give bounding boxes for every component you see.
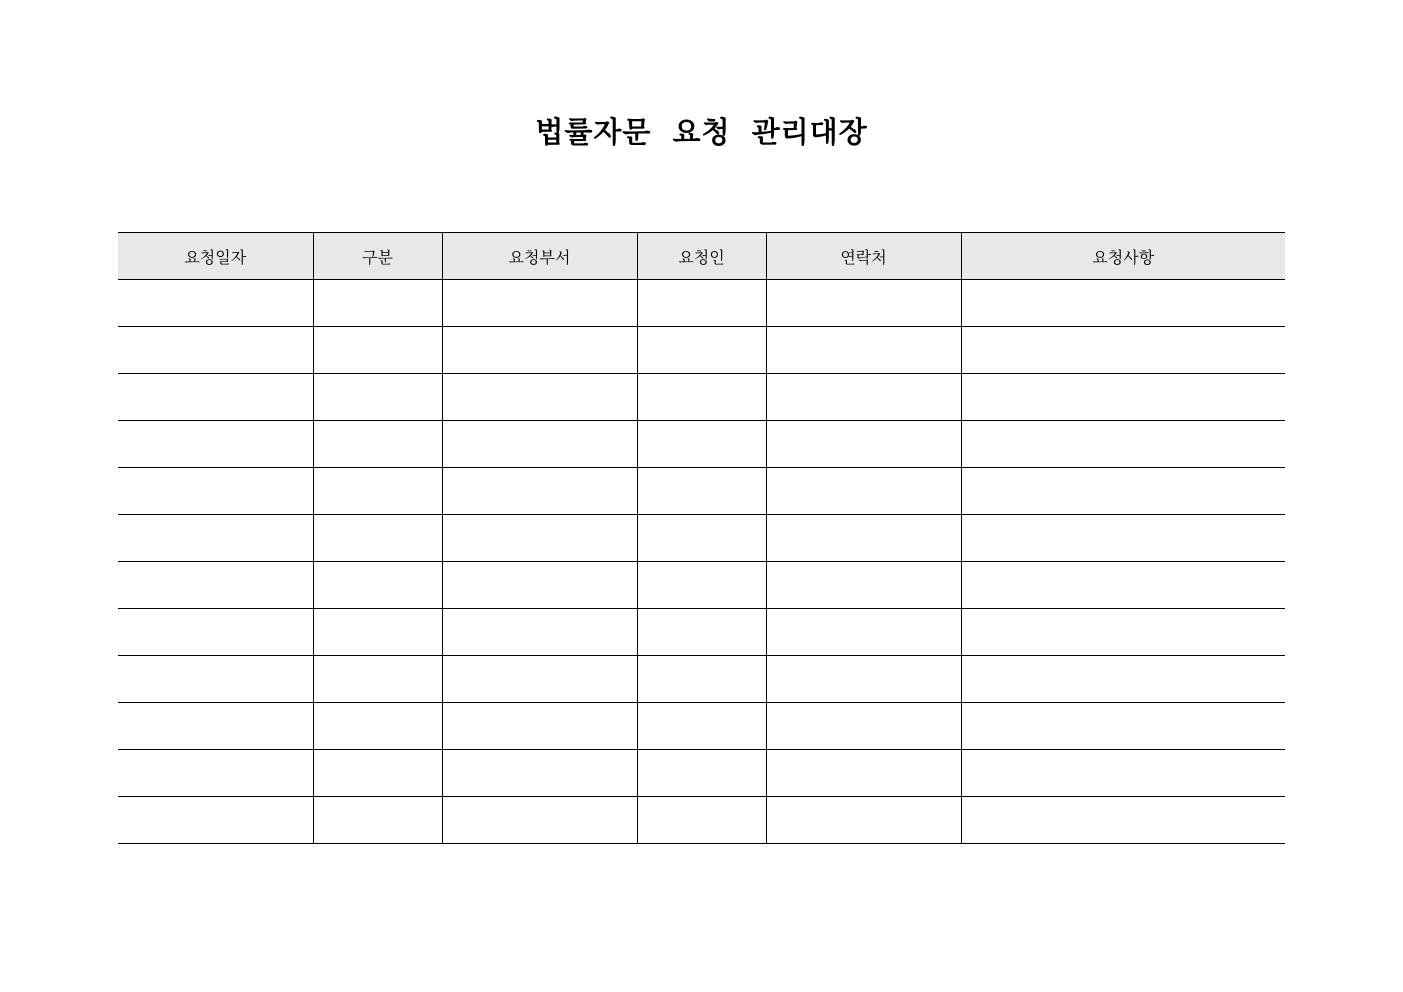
table-row [118,280,1285,327]
table-row [118,703,1285,750]
cell-department[interactable] [442,750,637,797]
cell-request-details[interactable] [961,609,1285,656]
cell-department[interactable] [442,468,637,515]
cell-request-date[interactable] [118,562,313,609]
cell-request-date[interactable] [118,797,313,844]
cell-category[interactable] [313,327,442,374]
table-row [118,374,1285,421]
cell-contact[interactable] [766,609,961,656]
cell-request-details[interactable] [961,562,1285,609]
cell-contact[interactable] [766,703,961,750]
cell-requester[interactable] [637,327,766,374]
cell-request-date[interactable] [118,750,313,797]
cell-request-details[interactable] [961,750,1285,797]
cell-contact[interactable] [766,468,961,515]
cell-request-details[interactable] [961,327,1285,374]
table-row [118,327,1285,374]
cell-request-details[interactable] [961,515,1285,562]
table-row [118,562,1285,609]
request-ledger-table [118,232,1285,844]
cell-category[interactable] [313,750,442,797]
cell-contact[interactable] [766,656,961,703]
cell-request-date[interactable] [118,656,313,703]
table-row [118,750,1285,797]
cell-department[interactable] [442,609,637,656]
cell-department[interactable] [442,280,637,327]
cell-request-details[interactable] [961,374,1285,421]
column-header-request-details: 요청사항 [961,233,1285,280]
cell-requester[interactable] [637,515,766,562]
cell-requester[interactable] [637,468,766,515]
cell-request-date[interactable] [118,280,313,327]
column-header-requester: 요청인 [637,233,766,280]
cell-requester[interactable] [637,797,766,844]
table-row [118,468,1285,515]
cell-request-date[interactable] [118,703,313,750]
cell-department[interactable] [442,703,637,750]
cell-category[interactable] [313,468,442,515]
cell-request-details[interactable] [961,468,1285,515]
cell-request-date[interactable] [118,609,313,656]
cell-contact[interactable] [766,515,961,562]
column-header-department: 요청부서 [442,233,637,280]
cell-department[interactable] [442,562,637,609]
cell-request-details[interactable] [961,421,1285,468]
cell-request-details[interactable] [961,656,1285,703]
cell-request-date[interactable] [118,327,313,374]
cell-contact[interactable] [766,421,961,468]
cell-request-date[interactable] [118,374,313,421]
cell-category[interactable] [313,797,442,844]
cell-department[interactable] [442,327,637,374]
cell-category[interactable] [313,703,442,750]
cell-contact[interactable] [766,750,961,797]
cell-requester[interactable] [637,750,766,797]
cell-contact[interactable] [766,797,961,844]
column-header-category: 구분 [313,233,442,280]
table-body [118,280,1285,844]
cell-category[interactable] [313,421,442,468]
cell-requester[interactable] [637,421,766,468]
cell-department[interactable] [442,515,637,562]
cell-category[interactable] [313,374,442,421]
cell-requester[interactable] [637,609,766,656]
cell-department[interactable] [442,797,637,844]
cell-contact[interactable] [766,327,961,374]
table-row [118,421,1285,468]
cell-contact[interactable] [766,562,961,609]
cell-category[interactable] [313,515,442,562]
table-row [118,515,1285,562]
cell-contact[interactable] [766,374,961,421]
cell-request-date[interactable] [118,421,313,468]
table-header-row [118,233,1285,280]
cell-category[interactable] [313,609,442,656]
cell-department[interactable] [442,656,637,703]
cell-requester[interactable] [637,703,766,750]
cell-request-details[interactable] [961,703,1285,750]
cell-request-details[interactable] [961,797,1285,844]
table-row [118,656,1285,703]
cell-category[interactable] [313,562,442,609]
column-header-request-date: 요청일자 [118,233,313,280]
cell-request-date[interactable] [118,515,313,562]
cell-requester[interactable] [637,562,766,609]
cell-request-date[interactable] [118,468,313,515]
cell-requester[interactable] [637,280,766,327]
cell-department[interactable] [442,374,637,421]
cell-contact[interactable] [766,280,961,327]
cell-requester[interactable] [637,374,766,421]
cell-category[interactable] [313,280,442,327]
cell-category[interactable] [313,656,442,703]
cell-department[interactable] [442,421,637,468]
cell-requester[interactable] [637,656,766,703]
cell-request-details[interactable] [961,280,1285,327]
table-row [118,797,1285,844]
table-row [118,609,1285,656]
page-title: 법률자문 요청 관리대장 [535,115,868,149]
column-header-contact: 연락처 [766,233,961,280]
